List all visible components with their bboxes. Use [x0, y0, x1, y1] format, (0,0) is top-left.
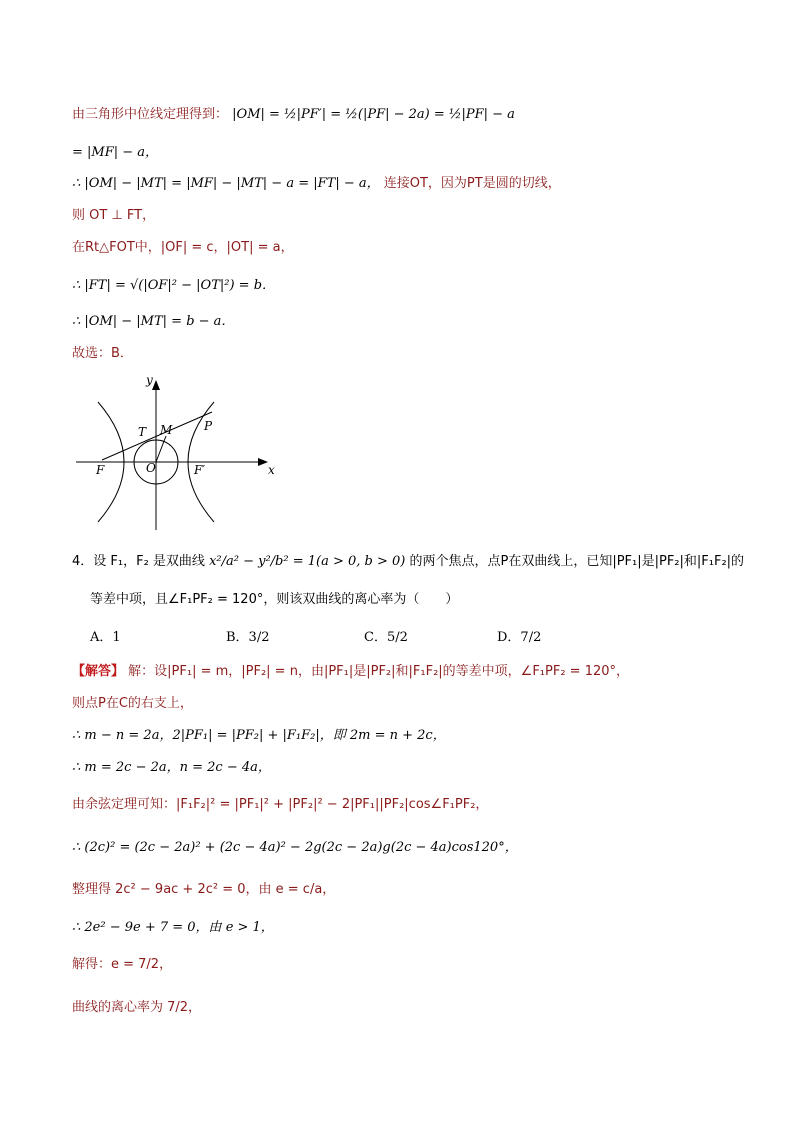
line-text: 连接OT，因为PT是圆的切线， — [383, 176, 561, 191]
answer-line: ∴ 2e² − 9e + 7 = 0，由 e > 1， — [72, 920, 274, 935]
y-axis-arrow — [152, 380, 160, 390]
point-label-f-prime: F′ — [194, 463, 206, 477]
answer-line: ∴ m − n = 2a，2|PF₁| = |PF₂| + |F₁F₂|，即 2m = n + 2c， — [72, 728, 446, 743]
text-line: 在Rt△FOT中，|OF| = c，|OT| = a， — [72, 240, 294, 255]
answer-line: 解得：e = 7/2， — [72, 957, 173, 972]
question-text: 的两个焦点，点P在双曲线上，已知|PF₁|是|PF₂|和|F₁F₂|的 — [409, 554, 745, 569]
x-axis-label: x — [268, 463, 275, 477]
answer-line: 曲线的离心率为 7/2， — [72, 1000, 202, 1015]
hyperbola-figure — [72, 372, 282, 532]
answer-line: 整理得 2c² − 9ac + 2c² = 0，由 e = c/a， — [72, 882, 336, 897]
text-line — [72, 174, 561, 194]
option-a: A．1 — [90, 630, 121, 645]
x-axis-arrow — [258, 458, 268, 466]
answer-line — [72, 662, 629, 682]
answer-line: 则点P在C的右支上， — [72, 696, 193, 711]
question-text: 4．设 F₁，F₂ 是双曲线 — [72, 554, 205, 569]
text-line: 故选：B． — [72, 346, 133, 361]
answer-line: 由余弦定理可知：|F₁F₂|² = |PF₁|² + |PF₂|² − 2|PF₁||PF₂|cos∠F₁PF₂， — [72, 797, 489, 812]
math-expression: ∴ |OM| − |MT| = |MF| − |MT| − a = |FT| − a， — [72, 176, 380, 191]
answer-text: 解：设|PF₁| = m，|PF₂| = n，由|PF₁|是|PF₂|和|F₁F₂|的等差中项，∠F₁PF₂ = 120°， — [128, 664, 630, 679]
question-line — [72, 552, 744, 572]
line-label: 由三角形中位线定理得到： — [72, 107, 229, 122]
point-label-f: F — [96, 463, 105, 477]
option-b: B．3/2 — [226, 630, 270, 645]
y-axis-label: y — [146, 373, 153, 387]
option-c: C．5/2 — [364, 630, 408, 645]
answer-line: ∴ m = 2c − 2a，n = 2c − 4a， — [72, 760, 271, 775]
math-expression: |OM| = ½|PF′| = ½(|PF| − 2a) = ½|PF| − a — [232, 107, 515, 122]
answer-line: ∴ (2c)² = (2c − 2a)² + (2c − 4a)² − 2g(2c − 2a)g(2c − 4a)cos120°， — [72, 840, 518, 855]
text-line: ∴ |OM| − |MT| = b − a． — [72, 314, 235, 329]
tangent-line — [102, 412, 212, 460]
point-label-o: O — [146, 461, 156, 475]
text-line: = |MF| − a， — [72, 145, 159, 160]
point-label-p: P — [204, 419, 213, 433]
question-line: 等差中项，且∠F₁PF₂ = 120°，则该双曲线的离心率为（ ） — [90, 592, 459, 607]
answer-tag: 【解答】 — [72, 664, 125, 679]
point-label-m: M — [160, 423, 173, 437]
option-d: D．7/2 — [497, 630, 542, 645]
text-line: 则 OT ⊥ FT， — [72, 208, 156, 223]
text-line: ∴ |FT| = √(|OF|² − |OT|²) = b． — [72, 278, 276, 293]
point-label-t: T — [138, 425, 147, 439]
hyperbola-equation: x²/a² − y²/b² = 1(a > 0, b > 0) — [209, 554, 406, 569]
text-line — [72, 105, 515, 125]
